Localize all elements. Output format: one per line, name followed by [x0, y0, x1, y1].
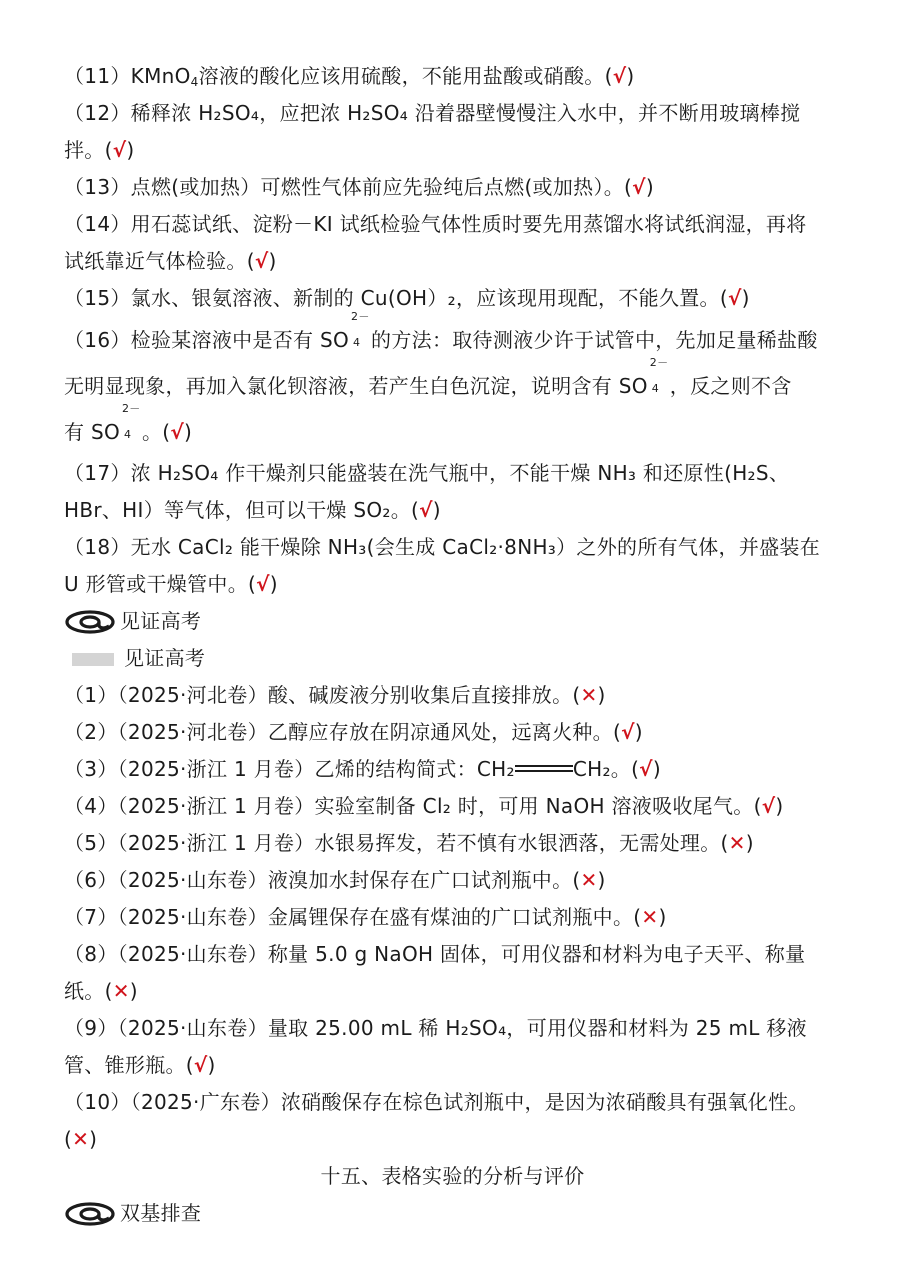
- item-12-line-2: [0, 132, 905, 169]
- exam-item-9-text: （9）（2025·山东卷）量取 25.00 mL 稀 H₂SO₄，可用仪器和材料为 25 mL 移液: [64, 1016, 807, 1040]
- item-16-text-d: ，反之则不含: [669, 374, 792, 398]
- exam-item-6: [0, 862, 905, 899]
- item-11-text-b: 溶液的酸化应该用硫酸，不能用盐酸或硝酸。(: [198, 64, 613, 88]
- item-16-line-1: [0, 310, 905, 363]
- paren-close: ): [597, 868, 606, 892]
- ion-subscript: 4: [651, 382, 660, 395]
- item-18-line-1: [0, 529, 905, 566]
- check-mark: √: [112, 138, 127, 162]
- exam-item-9-line-2: [0, 1047, 905, 1084]
- item-16-text-b: 的方法：取待测液少许于试管中，先加足量稀盐酸: [371, 328, 818, 352]
- item-16-text-a: （16）检验某溶液中是否有 SO: [64, 328, 350, 352]
- exam-item-3-text-b: CH₂。(: [572, 757, 640, 781]
- paren-close: ): [89, 1127, 98, 1151]
- item-17-line-2: [0, 492, 905, 529]
- exam-item-9-text-cont: 管、锥形瓶。(: [64, 1053, 194, 1077]
- subsection-title: 见证高考: [124, 646, 206, 670]
- item-18-line-2: [0, 566, 905, 603]
- at-sign-icon: [64, 609, 116, 635]
- exam-item-5-text: （5）（2025·浙江 1 月卷）水银易挥发，若不慎有水银洒落，无需处理。(: [64, 831, 729, 855]
- exam-item-3-text-a: （3）（2025·浙江 1 月卷）乙烯的结构简式：CH₂: [64, 757, 515, 781]
- paren-close: ): [432, 498, 441, 522]
- paren-close: ): [268, 249, 277, 273]
- exam-item-8-text: （8）（2025·山东卷）称量 5.0 g NaOH 固体，可用仪器和材料为电子天平、称量: [64, 942, 806, 966]
- item-13: [0, 169, 905, 206]
- sulfate-ion: [349, 310, 371, 353]
- item-14-text-cont: 试纸靠近气体检验。(: [64, 249, 255, 273]
- cross-mark: ✕: [580, 868, 598, 892]
- item-16-text-c: 无明显现象，再加入氯化钡溶液，若产生白色沉淀，说明含有 SO: [64, 374, 648, 398]
- paren-close: ): [775, 794, 784, 818]
- section-title: 双基排查: [120, 1201, 202, 1225]
- exam-item-4: [0, 788, 905, 825]
- check-mark: √: [256, 572, 270, 596]
- paren-close: ): [645, 175, 654, 199]
- exam-item-10-text: （10）（2025·广东卷）浓硝酸保存在棕色试剂瓶中，是因为浓硝酸具有强氧化性。: [64, 1090, 809, 1114]
- item-14-line-1: [0, 206, 905, 243]
- exam-item-10-text-cont: (: [64, 1127, 73, 1151]
- check-mark: √: [612, 64, 627, 88]
- section-title: 见证高考: [120, 609, 202, 633]
- item-16-line-3: [0, 402, 905, 455]
- check-mark: √: [419, 498, 433, 522]
- exam-item-5: [0, 825, 905, 862]
- section-heading-exam: [0, 603, 905, 640]
- item-16-text-f: 。(: [142, 420, 171, 444]
- ion-subscript: 4: [353, 336, 361, 349]
- paren-close: ): [658, 905, 667, 929]
- exam-item-9-line-1: [0, 1010, 905, 1047]
- item-15: [0, 280, 905, 317]
- item-17-text-cont: HBr、HI）等气体，但可以干燥 SO₂。(: [64, 498, 420, 522]
- ion-charge: 2－: [351, 310, 370, 323]
- item-11-text-a: （11）KMnO: [64, 64, 191, 88]
- paren-close: ): [207, 1053, 216, 1077]
- cross-mark: ✕: [112, 979, 130, 1003]
- cross-mark: ✕: [72, 1127, 90, 1151]
- exam-item-2: [0, 714, 905, 751]
- exam-item-3: [0, 751, 905, 788]
- check-mark: √: [761, 794, 776, 818]
- paren-close: ): [634, 720, 643, 744]
- paren-close: ): [597, 683, 606, 707]
- exam-item-4-text: （4）（2025·浙江 1 月卷）实验室制备 Cl₂ 时，可用 NaOH 溶液吸收尾气。(: [64, 794, 762, 818]
- item-11-sub: 4: [190, 75, 199, 89]
- item-15-text: （15）氯水、银氨溶液、新制的 Cu(OH）₂，应该现用现配，不能久置。(: [64, 286, 728, 310]
- item-18-text-cont: U 形管或干燥管中。(: [64, 572, 257, 596]
- chapter-title: [0, 1158, 905, 1195]
- ion-subscript: 4: [124, 428, 132, 441]
- paren-close: ): [745, 831, 754, 855]
- cross-mark: ✕: [580, 683, 598, 707]
- subsection-heading-exam: [0, 640, 905, 677]
- cross-mark: ✕: [641, 905, 659, 929]
- check-mark: √: [254, 249, 269, 273]
- item-12-text: （12）稀释浓 H₂SO₄，应把浓 H₂SO₄ 沿着器壁慢慢注入水中，并不断用玻璃棒搅: [64, 101, 801, 125]
- exam-item-1: [0, 677, 905, 714]
- item-13-text: （13）点燃(或加热）可燃性气体前应先验纯后点燃(或加热）。(: [64, 175, 633, 199]
- exam-item-2-text: （2）（2025·河北卷）乙醇应存放在阴凉通风处，远离火种。(: [64, 720, 622, 744]
- document-page: [0, 58, 905, 1232]
- exam-item-8-line-2: [0, 973, 905, 1010]
- paren-close: ): [269, 572, 278, 596]
- item-11: [0, 58, 905, 95]
- exam-item-6-text: （6）（2025·山东卷）液溴加水封保存在广口试剂瓶中。(: [64, 868, 581, 892]
- check-mark: √: [621, 720, 635, 744]
- paren-close: ): [741, 286, 750, 310]
- item-17-text: （17）浓 H₂SO₄ 作干燥剂只能盛装在洗气瓶中，不能干燥 NH₃ 和还原性(H₂S、: [64, 461, 790, 485]
- ion-charge: 2－: [122, 402, 141, 415]
- section-heading-review: [0, 1195, 905, 1232]
- exam-item-10-line-1: [0, 1084, 905, 1121]
- paren-close: ): [126, 138, 135, 162]
- check-mark: √: [727, 286, 742, 310]
- exam-item-1-text: （1）（2025·河北卷）酸、碱废液分别收集后直接排放。(: [64, 683, 581, 707]
- ion-charge: 2－: [649, 356, 669, 369]
- item-17-line-1: [0, 455, 905, 492]
- cross-mark: ✕: [728, 831, 746, 855]
- double-bond-icon: [515, 765, 573, 773]
- paren-close: ): [129, 979, 138, 1003]
- sulfate-ion: [120, 402, 142, 445]
- item-16-text-e: 有 SO: [64, 420, 120, 444]
- exam-item-8-line-1: [0, 936, 905, 973]
- item-14-line-2: [0, 243, 905, 280]
- exam-item-10-line-2: [0, 1121, 905, 1158]
- at-sign-icon: [64, 1201, 116, 1227]
- item-18-text: （18）无水 CaCl₂ 能干燥除 NH₃(会生成 CaCl₂·8NH₃）之外的所有气体，并盛装在: [64, 535, 821, 559]
- exam-item-7-text: （7）（2025·山东卷）金属锂保存在盛有煤油的广口试剂瓶中。(: [64, 905, 642, 929]
- chapter-title-text: 十五、表格实验的分析与评价: [320, 1164, 585, 1188]
- exam-item-7: [0, 899, 905, 936]
- item-12-line-1: [0, 95, 905, 132]
- paren-close: ): [626, 64, 635, 88]
- sulfate-ion: [648, 356, 670, 399]
- item-12-text-cont: 拌。(: [64, 138, 113, 162]
- paren-close: ): [184, 420, 193, 444]
- item-14-text: （14）用石蕊试纸、淀粉－KI 试纸检验气体性质时要先用蒸馏水将试纸润湿，再将: [64, 212, 807, 236]
- check-mark: √: [632, 175, 646, 199]
- paren-close: ): [652, 757, 661, 781]
- check-mark: √: [639, 757, 653, 781]
- exam-item-8-text-cont: 纸。(: [64, 979, 113, 1003]
- grey-bar-icon: [72, 653, 114, 666]
- check-mark: √: [170, 420, 185, 444]
- check-mark: √: [193, 1053, 208, 1077]
